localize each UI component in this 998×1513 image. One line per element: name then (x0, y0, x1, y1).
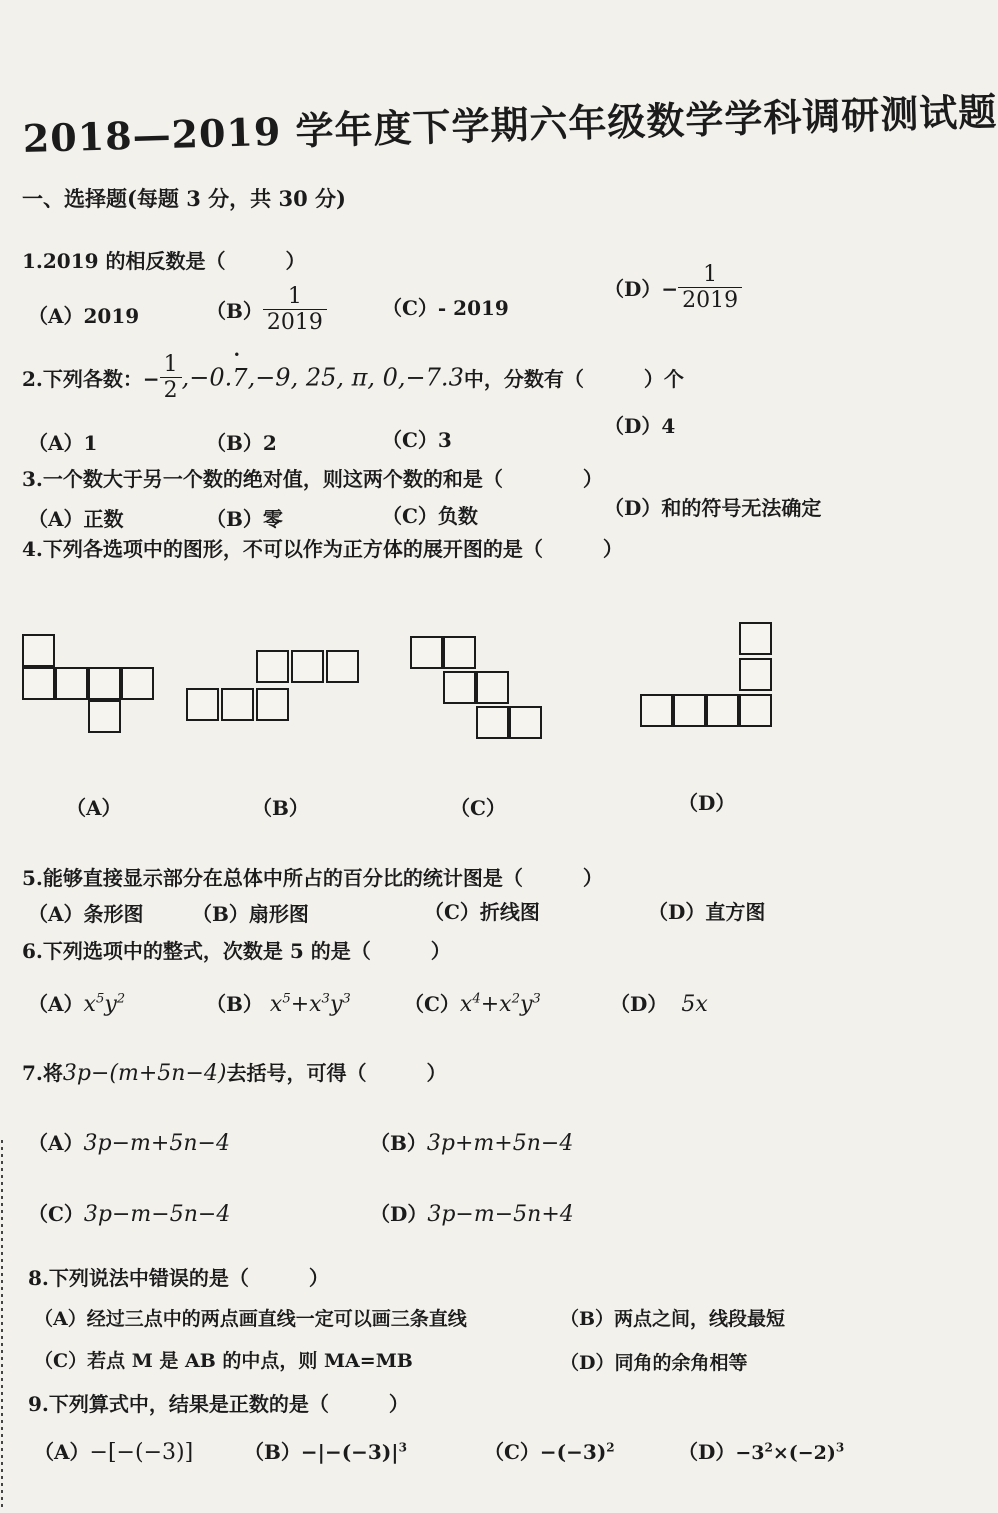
question-5-stem: 5.能够直接显示部分在总体中所占的百分比的统计图是（ ） (22, 866, 603, 890)
q6-option-d: （D） 5x (610, 992, 708, 1017)
q4-label-b: （B） (252, 796, 309, 820)
q2-option-a: （A）1 (28, 431, 98, 455)
q8-option-d: （D）同角的余角相等 (560, 1352, 748, 1374)
q7-option-c: （C）3p−m−5n−4 (28, 1202, 231, 1227)
q7-option-a: （A）3p−m+5n−4 (28, 1131, 230, 1156)
q5-option-d: （D）直方图 (648, 900, 766, 924)
q1-option-a: （A）2019 (28, 304, 140, 328)
q6-option-a: $(A)x^5y^2$ (28, 991, 126, 1017)
q7-option-b: （B）3p+m+5n−4 (370, 1131, 574, 1156)
q5-option-a: （A）条形图 (28, 902, 144, 926)
q5-option-c: （C）折线图 (424, 900, 540, 924)
q4-label-c: （C） (450, 796, 506, 820)
q2-option-d: （D）4 (604, 414, 676, 438)
question-8-stem: 8.下列说法中错误的是（ ） (28, 1266, 329, 1290)
q5-option-b: （B）扇形图 (192, 902, 309, 926)
exam-title: 2018—2019 学年度下学期六年级数学学科调研测试题 (22, 88, 998, 161)
q2-option-b: （B）2 (206, 431, 277, 455)
question-7-stem: 7.将3p−(m+5n−4)去括号，可得（ ） (22, 1061, 447, 1086)
q8-option-a: （A）经过三点中的两点画直线一定可以画三条直线 (34, 1308, 467, 1330)
q9-option-a: （A）−[−(−3)] (34, 1440, 194, 1465)
question-3-stem: 3.一个数大于另一个数的绝对值，则这两个数的和是（ ） (22, 467, 603, 491)
q7-option-d: （D）3p−m−5n+4 (370, 1202, 574, 1227)
q6-option-c: $(C)x^4+x^2y^3$ (404, 991, 541, 1017)
q3-option-d: （D）和的符号无法确定 (604, 496, 822, 520)
q1-option-c: （C）- 2019 (382, 296, 509, 320)
q1-option-b: （B） $\frac{1}{2019}$ (206, 284, 327, 335)
q4-label-d: （D） (678, 791, 736, 815)
question-9-stem: 9.下列算式中，结果是正数的是（ ） (28, 1392, 409, 1416)
q9-option-c: $(C)-(-3)^2$ (484, 1440, 615, 1464)
question-6-stem: 6.下列选项中的整式，次数是 5 的是（ ） (22, 939, 451, 963)
question-1-stem: 1.2019 的相反数是（ ） (22, 249, 306, 273)
q1-option-d: （D）− $\frac{1}{2019}$ (604, 262, 742, 313)
q9-option-d: $(D)-3^2\times(-2)^3$ (678, 1440, 845, 1464)
q2-option-c: （C）3 (382, 428, 452, 452)
q6-option-b: （B） $x^5+x^3y^3$ (206, 991, 351, 1017)
section-heading: 一、选择题(每题 3 分，共 30 分) (22, 186, 346, 211)
question-4-stem: 4.下列各选项中的图形，不可以作为正方体的展开图的是（ ） (22, 537, 623, 561)
q9-option-b: $(B)-|-(-3)|^3$ (244, 1440, 407, 1464)
q3-option-c: （C）负数 (382, 504, 478, 528)
binding-margin-line (1, 1140, 3, 1510)
q8-option-b: （B）两点之间，线段最短 (560, 1308, 786, 1330)
question-2-stem: 2.下列各数：− $\frac{1}{2}$ ,−0.• 7,−9, 25, π, 0,−7.3中，分数有（ ）个 (22, 352, 684, 403)
q4-label-a: （A） (66, 796, 122, 820)
q3-option-a: （A）正数 (28, 507, 124, 531)
q3-option-b: （B）零 (206, 507, 283, 531)
q8-option-c: （C）若点 M 是 AB 的中点，则 MA=MB (34, 1350, 413, 1372)
